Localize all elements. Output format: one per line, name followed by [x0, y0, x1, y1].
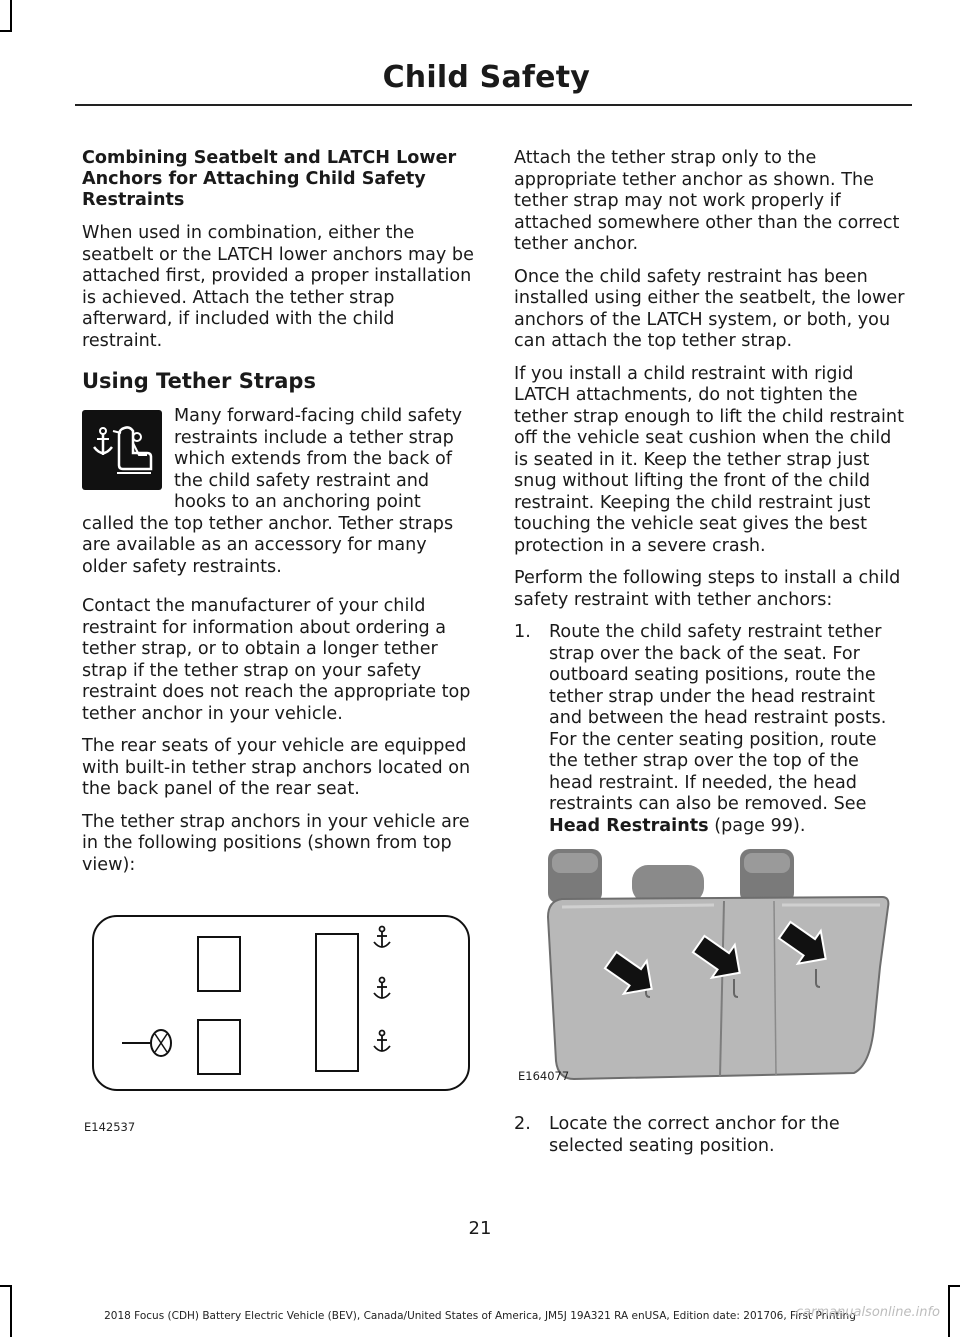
right-column	[514, 148, 906, 1167]
figure-code: E164077	[518, 1069, 570, 1083]
crop-mark	[948, 1285, 950, 1337]
paragraph: Many forward-facing child safety restraints include a tether strap which extends from the back of the child safety restraint and hooks to an anchoring point called the top tether anchor. Tether straps are available as an accessory for many older safety restraints.	[82, 406, 463, 577]
watermark: carmanualsonline.info	[795, 1305, 940, 1320]
paragraph: Attach the tether strap only to the appropriate tether anchor as shown. The tether strap may not work properly if attached somewhere other than the correct tether anchor.	[514, 148, 900, 254]
left-column	[82, 148, 474, 1152]
anchor-icon	[374, 1031, 390, 1052]
paragraph: The tether strap anchors in your vehicle are in the following positions (shown from top view):	[82, 811, 470, 875]
anchor-icon	[374, 927, 390, 948]
subheading: Combining Seatbelt and LATCH Lower Anchors for Attaching Child Safety Restraints	[82, 148, 457, 210]
tether-anchor-diagram	[82, 902, 474, 1152]
header-divider	[75, 104, 912, 106]
crop-mark	[948, 1285, 960, 1287]
rear-seat-tether-illustration	[514, 847, 906, 1102]
crop-mark	[10, 0, 12, 30]
steps-list	[514, 622, 906, 837]
steps-list	[514, 1114, 906, 1157]
page-reference: (page 99).	[708, 815, 806, 836]
paragraph: Contact the manufacturer of your child restraint for information about ordering a tether strap, or to obtain a longer tether strap if the tether strap on your safety restraint does not reach the appropriate top tether anchor in your vehicle.	[82, 596, 471, 724]
page-number: 21	[468, 1218, 492, 1239]
cross-reference-link[interactable]: Head Restraints	[549, 815, 709, 836]
list-item	[514, 622, 906, 837]
section-title: Using Tether Straps	[82, 369, 316, 393]
step-text: Route the child safety restraint tether strap over the back of the seat. For outboard seating positions, route the tether strap under the head restraint and between the head restraint posts. For the center seating position, route the tether strap over the top of the head restraint. If needed, the head restraints can also be removed. See	[549, 622, 887, 814]
paragraph: Once the child safety restraint has been installed using either the seatbelt, the lower anchors of the LATCH system, or both, you can attach the top tether strap.	[514, 266, 905, 351]
crop-mark	[0, 30, 12, 32]
tether-intro	[82, 406, 474, 578]
anchor-icon	[374, 978, 390, 999]
step-number: 2.	[514, 1114, 531, 1134]
child-seat-tether-icon	[82, 410, 162, 490]
crop-mark	[0, 1285, 12, 1287]
step-number: 1.	[514, 622, 531, 642]
step-text: Locate the correct anchor for the selected seating position.	[549, 1114, 840, 1156]
footer: 2018 Focus (CDH) Battery Electric Vehicle (BEV), Canada/United States of America, JM5J 19A321 RA enUSA, Edition date: 201706, First Printing	[104, 1310, 856, 1322]
figure-code: E142537	[84, 1120, 136, 1134]
paragraph: The rear seats of your vehicle are equipped with built-in tether strap anchors located on the back panel of the rear seat.	[82, 736, 471, 799]
paragraph: If you install a child restraint with rigid LATCH attachments, do not tighten the tether strap enough to lift the child restraint off the vehicle seat cushion when the child is seated in it. Keep the tether strap just snug without lifting the front of the child restraint. Keeping the child restraint just touching the vehicle seat gives the best protection in a severe crash.	[514, 363, 904, 556]
paragraph: When used in combination, either the seatbelt or the LATCH lower anchors may be attached first, provided a proper installation is achieved. Attach the tether strap afterward, if included with the child restraint.	[82, 223, 474, 351]
paragraph: Perform the following steps to install a child safety restraint with tether anchors:	[514, 568, 901, 610]
page-title: Child Safety	[382, 60, 590, 95]
crop-mark	[10, 1285, 12, 1337]
list-item	[514, 1114, 906, 1157]
